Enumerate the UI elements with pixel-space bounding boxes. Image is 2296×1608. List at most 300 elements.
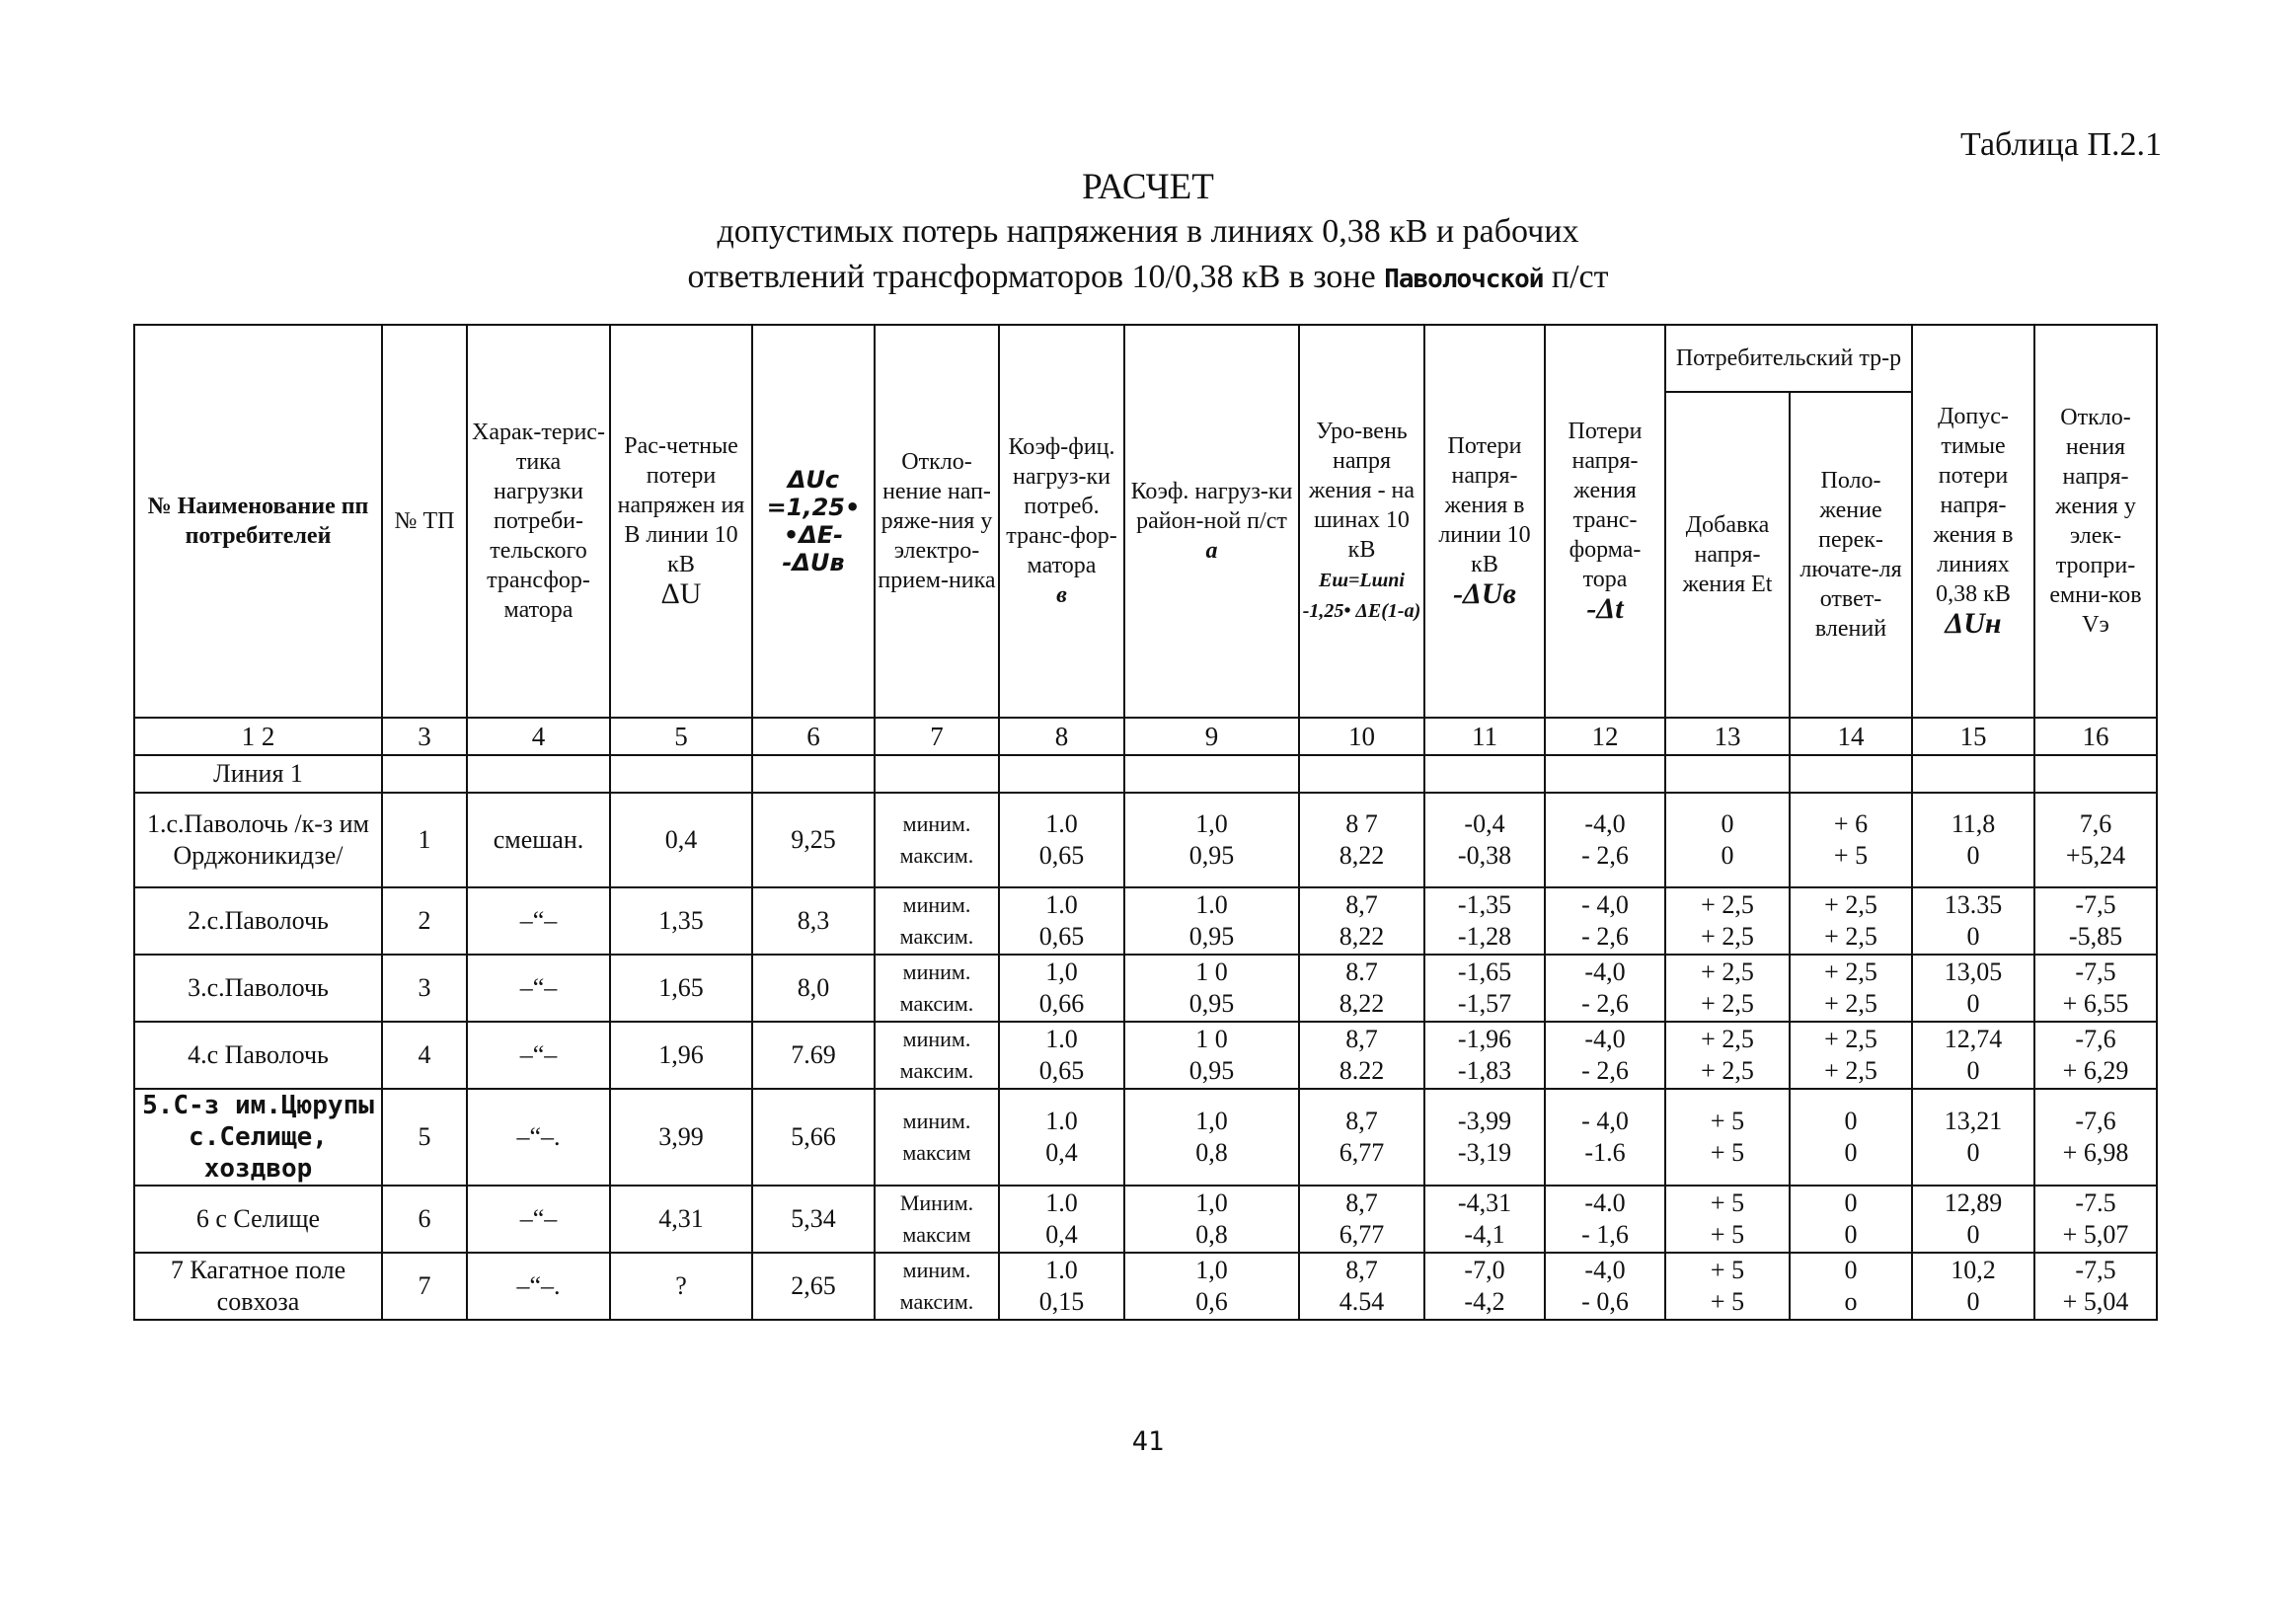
header-deviation: Откло-нение нап-ряже-ния у электро-прием-ника xyxy=(875,325,999,718)
min-value: 13.35 xyxy=(1944,890,2003,919)
coef-consumer-cell xyxy=(999,955,1124,1022)
header-coef-substation xyxy=(1124,325,1299,718)
table-row xyxy=(134,1022,2157,1089)
switch-position-cell xyxy=(1790,1022,1912,1089)
min-value: 8.7 xyxy=(1345,957,1378,986)
column-number: 13 xyxy=(1665,718,1790,755)
max-value: -5,85 xyxy=(2068,922,2123,951)
max-value: -1.6 xyxy=(1584,1138,1626,1167)
header-loss-line-text: Потери напря-жения в линии 10 кВ xyxy=(1438,433,1531,577)
max-value: -1,83 xyxy=(1457,1056,1512,1085)
header-voltage-level-handwritten: Еш=Lшпi -1,25• ΔE(1-a) xyxy=(1302,570,1421,622)
max-value: 0 xyxy=(1844,1138,1858,1167)
max-value: 0,95 xyxy=(1188,922,1235,951)
mode-cell xyxy=(875,1186,999,1253)
col6-value-cell: 5,66 xyxy=(752,1089,875,1186)
min-value: 1.0 xyxy=(1045,809,1078,838)
coef-consumer-cell xyxy=(999,1022,1124,1089)
coef-consumer-cell xyxy=(999,887,1124,955)
header-calc-loss xyxy=(610,325,752,718)
mode-cell xyxy=(875,955,999,1022)
column-number: 12 xyxy=(1545,718,1665,755)
min-value: 11,8 xyxy=(1951,809,1996,838)
allowed-loss-cell xyxy=(1912,1089,2034,1186)
header-col6-handwritten: ΔUc =1,25• •ΔE- -ΔUв xyxy=(752,325,875,718)
max-value: максим. xyxy=(899,991,974,1016)
min-value: 1,0 xyxy=(1195,1107,1228,1135)
allowed-loss-cell xyxy=(1912,887,2034,955)
column-number: 6 xyxy=(752,718,875,755)
min-value: -4.0 xyxy=(1584,1188,1626,1217)
max-value: - 0,6 xyxy=(1581,1287,1629,1316)
subtitle-line-2 xyxy=(0,255,2296,302)
calc-loss-cell: 3,99 xyxy=(610,1089,752,1186)
consumer-name-cell: 3.с.Паволочь xyxy=(134,955,382,1022)
max-value: 0,15 xyxy=(1038,1287,1085,1316)
header-coef-consumer-symbol: в xyxy=(1056,582,1067,608)
calc-loss-cell: 4,31 xyxy=(610,1186,752,1253)
loss-line-cell xyxy=(1424,1186,1545,1253)
coef-consumer-cell xyxy=(999,793,1124,887)
voltage-level-cell xyxy=(1299,955,1424,1022)
table-row xyxy=(134,1089,2157,1186)
max-value: 0,66 xyxy=(1038,989,1085,1018)
loss-transformer-cell xyxy=(1545,887,1665,955)
column-number: 15 xyxy=(1912,718,2034,755)
deviation-cell xyxy=(2034,1253,2157,1320)
max-value: 0,95 xyxy=(1188,841,1235,870)
max-value: 0,8 xyxy=(1195,1138,1228,1167)
header-coef-substation-text: Коэф. нагруз-ки район-ной п/ст xyxy=(1130,479,1293,534)
col6-value-cell: 9,25 xyxy=(752,793,875,887)
max-value: 0 xyxy=(1966,1287,1980,1316)
coef-substation-cell xyxy=(1124,1089,1299,1186)
max-value: 6,77 xyxy=(1339,1138,1385,1167)
tp-number-cell: 6 xyxy=(382,1186,467,1253)
min-value: 8 7 xyxy=(1345,809,1378,838)
max-value: 0 xyxy=(1966,1138,1980,1167)
max-value: 4.54 xyxy=(1339,1287,1385,1316)
header-coef-consumer-text: Коэф-фиц. нагруз-ки потреб. транс-фор-матора xyxy=(1006,434,1117,578)
loss-transformer-cell xyxy=(1545,955,1665,1022)
max-value: 8,22 xyxy=(1339,989,1385,1018)
consumer-name-cell: 1.с.Паволочь /к-з им Орджоникидзе/ xyxy=(134,793,382,887)
col6-value-cell: 2,65 xyxy=(752,1253,875,1320)
min-value: -4,0 xyxy=(1584,1025,1626,1053)
column-number: 11 xyxy=(1424,718,1545,755)
max-value: максим xyxy=(902,1222,971,1247)
consumer-name-cell: 7 Кагатное поле совхоза xyxy=(134,1253,382,1320)
document-subtitle xyxy=(0,209,2296,302)
allowed-loss-cell xyxy=(1912,955,2034,1022)
max-value: 0 xyxy=(1966,841,1980,870)
header-characteristic: Харак-терис-тика нагрузки потреби-тельского трансфор-матора xyxy=(467,325,610,718)
header-allowed-loss-handwritten: ΔUн xyxy=(1945,607,2002,640)
min-value: + 2,5 xyxy=(1701,957,1754,986)
voltage-level-cell xyxy=(1299,887,1424,955)
max-value: 0 xyxy=(1966,1056,1980,1085)
min-value: -7,6 xyxy=(2075,1025,2116,1053)
max-value: + 6,98 xyxy=(2062,1138,2129,1167)
table-row xyxy=(134,887,2157,955)
min-value: 1,0 xyxy=(1045,957,1078,986)
mode-cell xyxy=(875,1022,999,1089)
deviation-cell xyxy=(2034,1022,2157,1089)
min-value: + 5 xyxy=(1710,1256,1745,1284)
min-value: 8,7 xyxy=(1345,1188,1378,1217)
header-loss-line-handwritten: -ΔUв xyxy=(1453,577,1516,610)
calc-loss-cell: ? xyxy=(610,1253,752,1320)
subtitle-line-2-suffix: п/ст xyxy=(1551,259,1609,295)
header-switch-position: Поло-жение перек-лючате-ля ответ-влений xyxy=(1790,392,1912,718)
voltage-addition-cell xyxy=(1665,1089,1790,1186)
min-value: 8,7 xyxy=(1345,1025,1378,1053)
subtitle-zone-name: Паволочской xyxy=(1384,265,1544,294)
max-value: + 6,55 xyxy=(2062,989,2129,1018)
min-value: 13,05 xyxy=(1944,957,2003,986)
loss-line-cell xyxy=(1424,793,1545,887)
loss-transformer-cell xyxy=(1545,793,1665,887)
min-value: -1,96 xyxy=(1457,1025,1512,1053)
header-tp: № ТП xyxy=(382,325,467,718)
switch-position-cell xyxy=(1790,793,1912,887)
max-value: - 1,6 xyxy=(1581,1220,1629,1249)
characteristic-cell: –“– xyxy=(467,1186,610,1253)
max-value: -4,2 xyxy=(1464,1287,1505,1316)
min-value: миним. xyxy=(902,1027,971,1051)
allowed-loss-cell xyxy=(1912,793,2034,887)
max-value: максим. xyxy=(899,843,974,868)
deviation-cell xyxy=(2034,1089,2157,1186)
max-value: 0 xyxy=(1966,1220,1980,1249)
min-value: миним. xyxy=(902,959,971,984)
column-number: 1 2 xyxy=(134,718,382,755)
min-value: 1,0 xyxy=(1195,809,1228,838)
loss-line-cell xyxy=(1424,1089,1545,1186)
min-value: 1.0 xyxy=(1195,890,1228,919)
header-consumer-transformer: Потребительский тр-р xyxy=(1665,325,1912,392)
max-value: + 5 xyxy=(1833,841,1869,870)
voltage-addition-cell xyxy=(1665,1253,1790,1320)
characteristic-cell: –“– xyxy=(467,887,610,955)
line-section-row xyxy=(134,755,2157,793)
coef-consumer-cell xyxy=(999,1089,1124,1186)
column-number: 5 xyxy=(610,718,752,755)
table-body xyxy=(134,793,2157,1320)
column-number: 4 xyxy=(467,718,610,755)
max-value: + 5,07 xyxy=(2062,1220,2129,1249)
max-value: + 5 xyxy=(1710,1220,1745,1249)
min-value: 8,7 xyxy=(1345,1256,1378,1284)
max-value: -0,38 xyxy=(1457,841,1512,870)
min-value: 1.0 xyxy=(1045,1107,1078,1135)
characteristic-cell: –“–. xyxy=(467,1089,610,1186)
tp-number-cell: 2 xyxy=(382,887,467,955)
max-value: -3,19 xyxy=(1457,1138,1512,1167)
min-value: -7,6 xyxy=(2075,1107,2116,1135)
max-value: 0,65 xyxy=(1038,841,1085,870)
max-value: 8.22 xyxy=(1339,1056,1385,1085)
min-value: 1.0 xyxy=(1045,890,1078,919)
voltage-level-cell xyxy=(1299,793,1424,887)
max-value: 0,65 xyxy=(1038,1056,1085,1085)
max-value: 0,4 xyxy=(1045,1138,1078,1167)
max-value: 0,65 xyxy=(1038,922,1085,951)
min-value: -7,5 xyxy=(2075,890,2116,919)
voltage-level-cell xyxy=(1299,1022,1424,1089)
deviation-cell xyxy=(2034,1186,2157,1253)
voltage-loss-table xyxy=(133,324,2158,1321)
max-value: + 2,5 xyxy=(1701,989,1754,1018)
min-value: -4,0 xyxy=(1584,809,1626,838)
min-value: 7,6 xyxy=(2079,809,2112,838)
max-value: максим xyxy=(902,1140,971,1165)
characteristic-cell: –“– xyxy=(467,955,610,1022)
table-row xyxy=(134,793,2157,887)
max-value: 8,22 xyxy=(1339,841,1385,870)
min-value: -0,4 xyxy=(1464,809,1505,838)
header-loss-line xyxy=(1424,325,1545,718)
max-value: - 2,6 xyxy=(1581,989,1629,1018)
min-value: -4,0 xyxy=(1584,957,1626,986)
document-title: РАСЧЕТ xyxy=(1082,167,1214,207)
column-number: 10 xyxy=(1299,718,1424,755)
calc-loss-cell: 0,4 xyxy=(610,793,752,887)
min-value: 10,2 xyxy=(1951,1256,1996,1284)
voltage-addition-cell xyxy=(1665,955,1790,1022)
min-value: 1.0 xyxy=(1045,1025,1078,1053)
min-value: + 2,5 xyxy=(1701,890,1754,919)
min-value: 8,7 xyxy=(1345,890,1378,919)
voltage-level-cell xyxy=(1299,1253,1424,1320)
max-value: 8,22 xyxy=(1339,922,1385,951)
min-value: 1.0 xyxy=(1045,1188,1078,1217)
consumer-name-cell: 4.с Паволочь xyxy=(134,1022,382,1089)
header-loss-transformer-handwritten: -Δt xyxy=(1586,592,1624,625)
min-value: 0 xyxy=(1721,809,1734,838)
subtitle-line-2-prefix: ответвлений трансформаторов 10/0,38 кВ в зоне xyxy=(687,259,1376,295)
table-row xyxy=(134,1253,2157,1320)
loss-line-cell xyxy=(1424,1253,1545,1320)
max-value: + 2,5 xyxy=(1701,1056,1754,1085)
tp-number-cell: 1 xyxy=(382,793,467,887)
col6-value-cell: 8,3 xyxy=(752,887,875,955)
max-value: + 6,29 xyxy=(2062,1056,2129,1085)
loss-transformer-cell xyxy=(1545,1089,1665,1186)
coef-consumer-cell xyxy=(999,1253,1124,1320)
consumer-name-cell: 2.с.Паволочь xyxy=(134,887,382,955)
col6-value-cell: 5,34 xyxy=(752,1186,875,1253)
max-value: + 5 xyxy=(1710,1138,1745,1167)
header-coef-consumer xyxy=(999,325,1124,718)
switch-position-cell xyxy=(1790,887,1912,955)
consumer-name-cell: 6 с Селище xyxy=(134,1186,382,1253)
min-value: + 5 xyxy=(1710,1107,1745,1135)
table-row xyxy=(134,955,2157,1022)
min-value: + 2,5 xyxy=(1701,1025,1754,1053)
min-value: + 2,5 xyxy=(1824,1025,1877,1053)
loss-transformer-cell xyxy=(1545,1022,1665,1089)
coef-substation-cell xyxy=(1124,887,1299,955)
calc-loss-cell: 1,96 xyxy=(610,1022,752,1089)
max-value: 0,8 xyxy=(1195,1220,1228,1249)
column-number: 16 xyxy=(2034,718,2157,755)
min-value: миним. xyxy=(902,811,971,836)
min-value: + 2,5 xyxy=(1824,890,1877,919)
min-value: миним. xyxy=(902,1109,971,1133)
loss-line-cell xyxy=(1424,887,1545,955)
switch-position-cell xyxy=(1790,955,1912,1022)
calc-loss-cell: 1,35 xyxy=(610,887,752,955)
max-value: 6,77 xyxy=(1339,1220,1385,1249)
header-allowed-loss xyxy=(1912,325,2034,718)
column-number: 3 xyxy=(382,718,467,755)
header-loss-transformer xyxy=(1545,325,1665,718)
coef-substation-cell xyxy=(1124,793,1299,887)
mode-cell xyxy=(875,887,999,955)
min-value: 1 0 xyxy=(1195,1025,1228,1053)
max-value: максим. xyxy=(899,1289,974,1314)
max-value: 0 xyxy=(1721,841,1734,870)
coef-consumer-cell xyxy=(999,1186,1124,1253)
min-value: 1 0 xyxy=(1195,957,1228,986)
voltage-addition-cell xyxy=(1665,793,1790,887)
min-value: + 5 xyxy=(1710,1188,1745,1217)
min-value: 12,89 xyxy=(1944,1188,2003,1217)
max-value: 0,95 xyxy=(1188,989,1235,1018)
header-voltage-addition: Добавка напря-жения Еt xyxy=(1665,392,1790,718)
max-value: 0,95 xyxy=(1188,1056,1235,1085)
tp-number-cell: 3 xyxy=(382,955,467,1022)
deviation-cell xyxy=(2034,955,2157,1022)
deviation-cell xyxy=(2034,793,2157,887)
max-value: максим. xyxy=(899,1058,974,1083)
min-value: -7,0 xyxy=(1464,1256,1505,1284)
min-value: -4,0 xyxy=(1584,1256,1626,1284)
header-voltage-level xyxy=(1299,325,1424,718)
max-value: -4,1 xyxy=(1464,1220,1505,1249)
min-value: 1.0 xyxy=(1045,1256,1078,1284)
column-number: 14 xyxy=(1790,718,1912,755)
header-calc-loss-text: Рас-четные потери напряжен ия В линии 10 кВ xyxy=(617,433,745,577)
col6-value-cell: 8,0 xyxy=(752,955,875,1022)
min-value: - 4,0 xyxy=(1581,1107,1629,1135)
coef-substation-cell xyxy=(1124,1186,1299,1253)
calc-loss-cell: 1,65 xyxy=(610,955,752,1022)
allowed-loss-cell xyxy=(1912,1253,2034,1320)
tp-number-cell: 7 xyxy=(382,1253,467,1320)
col6-value-cell: 7.69 xyxy=(752,1022,875,1089)
min-value: 0 xyxy=(1844,1188,1858,1217)
column-number: 9 xyxy=(1124,718,1299,755)
header-name: № Наименование пп потребителей xyxy=(134,325,382,718)
max-value: + 2,5 xyxy=(1824,1056,1877,1085)
min-value: 13,21 xyxy=(1944,1107,2003,1135)
min-value: -7.5 xyxy=(2075,1188,2116,1217)
max-value: +5,24 xyxy=(2065,841,2126,870)
min-value: - 4,0 xyxy=(1581,890,1629,919)
mode-cell xyxy=(875,1089,999,1186)
header-loss-transformer-text: Потери напря-жения транс-форма-тора xyxy=(1568,419,1643,592)
switch-position-cell xyxy=(1790,1089,1912,1186)
table-label: Таблица П.2.1 xyxy=(1960,126,2162,163)
min-value: -3,99 xyxy=(1457,1107,1512,1135)
characteristic-cell: –“– xyxy=(467,1022,610,1089)
min-value: 1,0 xyxy=(1195,1188,1228,1217)
voltage-addition-cell xyxy=(1665,887,1790,955)
column-number: 8 xyxy=(999,718,1124,755)
loss-transformer-cell xyxy=(1545,1186,1665,1253)
header-voltage-level-text: Уро-вень напря жения - на шинах 10 кВ xyxy=(1308,419,1416,563)
tp-number-cell: 5 xyxy=(382,1089,467,1186)
min-value: 1,0 xyxy=(1195,1256,1228,1284)
max-value: + 2,5 xyxy=(1701,922,1754,951)
min-value: миним. xyxy=(902,1258,971,1282)
min-value: -1,65 xyxy=(1457,957,1512,986)
min-value: 12,74 xyxy=(1944,1025,2003,1053)
max-value: 0,4 xyxy=(1045,1220,1078,1249)
header-allowed-loss-text: Допус-тимые потери напря-жения в линиях 0,38 кВ xyxy=(1933,404,2014,607)
max-value: + 2,5 xyxy=(1824,989,1877,1018)
coef-substation-cell xyxy=(1124,955,1299,1022)
tp-number-cell: 4 xyxy=(382,1022,467,1089)
loss-line-cell xyxy=(1424,955,1545,1022)
mode-cell xyxy=(875,793,999,887)
max-value: максим. xyxy=(899,924,974,949)
characteristic-cell: смешан. xyxy=(467,793,610,887)
max-value: 0 xyxy=(1966,989,1980,1018)
table-header xyxy=(134,325,2157,718)
header-coef-substation-symbol: а xyxy=(1205,538,1218,564)
max-value: 0 xyxy=(1966,922,1980,951)
allowed-loss-cell xyxy=(1912,1186,2034,1253)
header-calc-loss-symbol: ΔU xyxy=(660,577,702,610)
min-value: + 6 xyxy=(1833,809,1869,838)
max-value: - 2,6 xyxy=(1581,922,1629,951)
min-value: -1,35 xyxy=(1457,890,1512,919)
min-value: 0 xyxy=(1844,1256,1858,1284)
max-value: -1,57 xyxy=(1457,989,1512,1018)
max-value: о xyxy=(1844,1287,1858,1316)
min-value: -4,31 xyxy=(1457,1188,1512,1217)
max-value: - 2,6 xyxy=(1581,1056,1629,1085)
line-label: Линия 1 xyxy=(134,755,382,793)
min-value: -7,5 xyxy=(2075,1256,2116,1284)
voltage-level-cell xyxy=(1299,1186,1424,1253)
switch-position-cell xyxy=(1790,1253,1912,1320)
header-deviation-receivers: Откло-нения напря-жения у элек-тропри-емни-ков Vэ xyxy=(2034,325,2157,718)
max-value: 0,6 xyxy=(1195,1287,1228,1316)
min-value: Миним. xyxy=(899,1190,974,1215)
consumer-name-cell: 5.С-з им.Цюрупы с.Селище, хоздвор xyxy=(134,1089,382,1186)
characteristic-cell: –“–. xyxy=(467,1253,610,1320)
subtitle-line-1: допустимых потерь напряжения в линиях 0,38 кВ и рабочих xyxy=(717,213,1579,250)
voltage-addition-cell xyxy=(1665,1022,1790,1089)
max-value: + 5,04 xyxy=(2062,1287,2129,1316)
max-value: 0 xyxy=(1844,1220,1858,1249)
voltage-level-cell xyxy=(1299,1089,1424,1186)
min-value: -7,5 xyxy=(2075,957,2116,986)
coef-substation-cell xyxy=(1124,1022,1299,1089)
min-value: + 2,5 xyxy=(1824,957,1877,986)
max-value: -1,28 xyxy=(1457,922,1512,951)
loss-line-cell xyxy=(1424,1022,1545,1089)
deviation-cell xyxy=(2034,887,2157,955)
page-number: 41 xyxy=(1131,1426,1165,1457)
column-number-row xyxy=(134,718,2157,755)
column-number: 7 xyxy=(875,718,999,755)
loss-transformer-cell xyxy=(1545,1253,1665,1320)
